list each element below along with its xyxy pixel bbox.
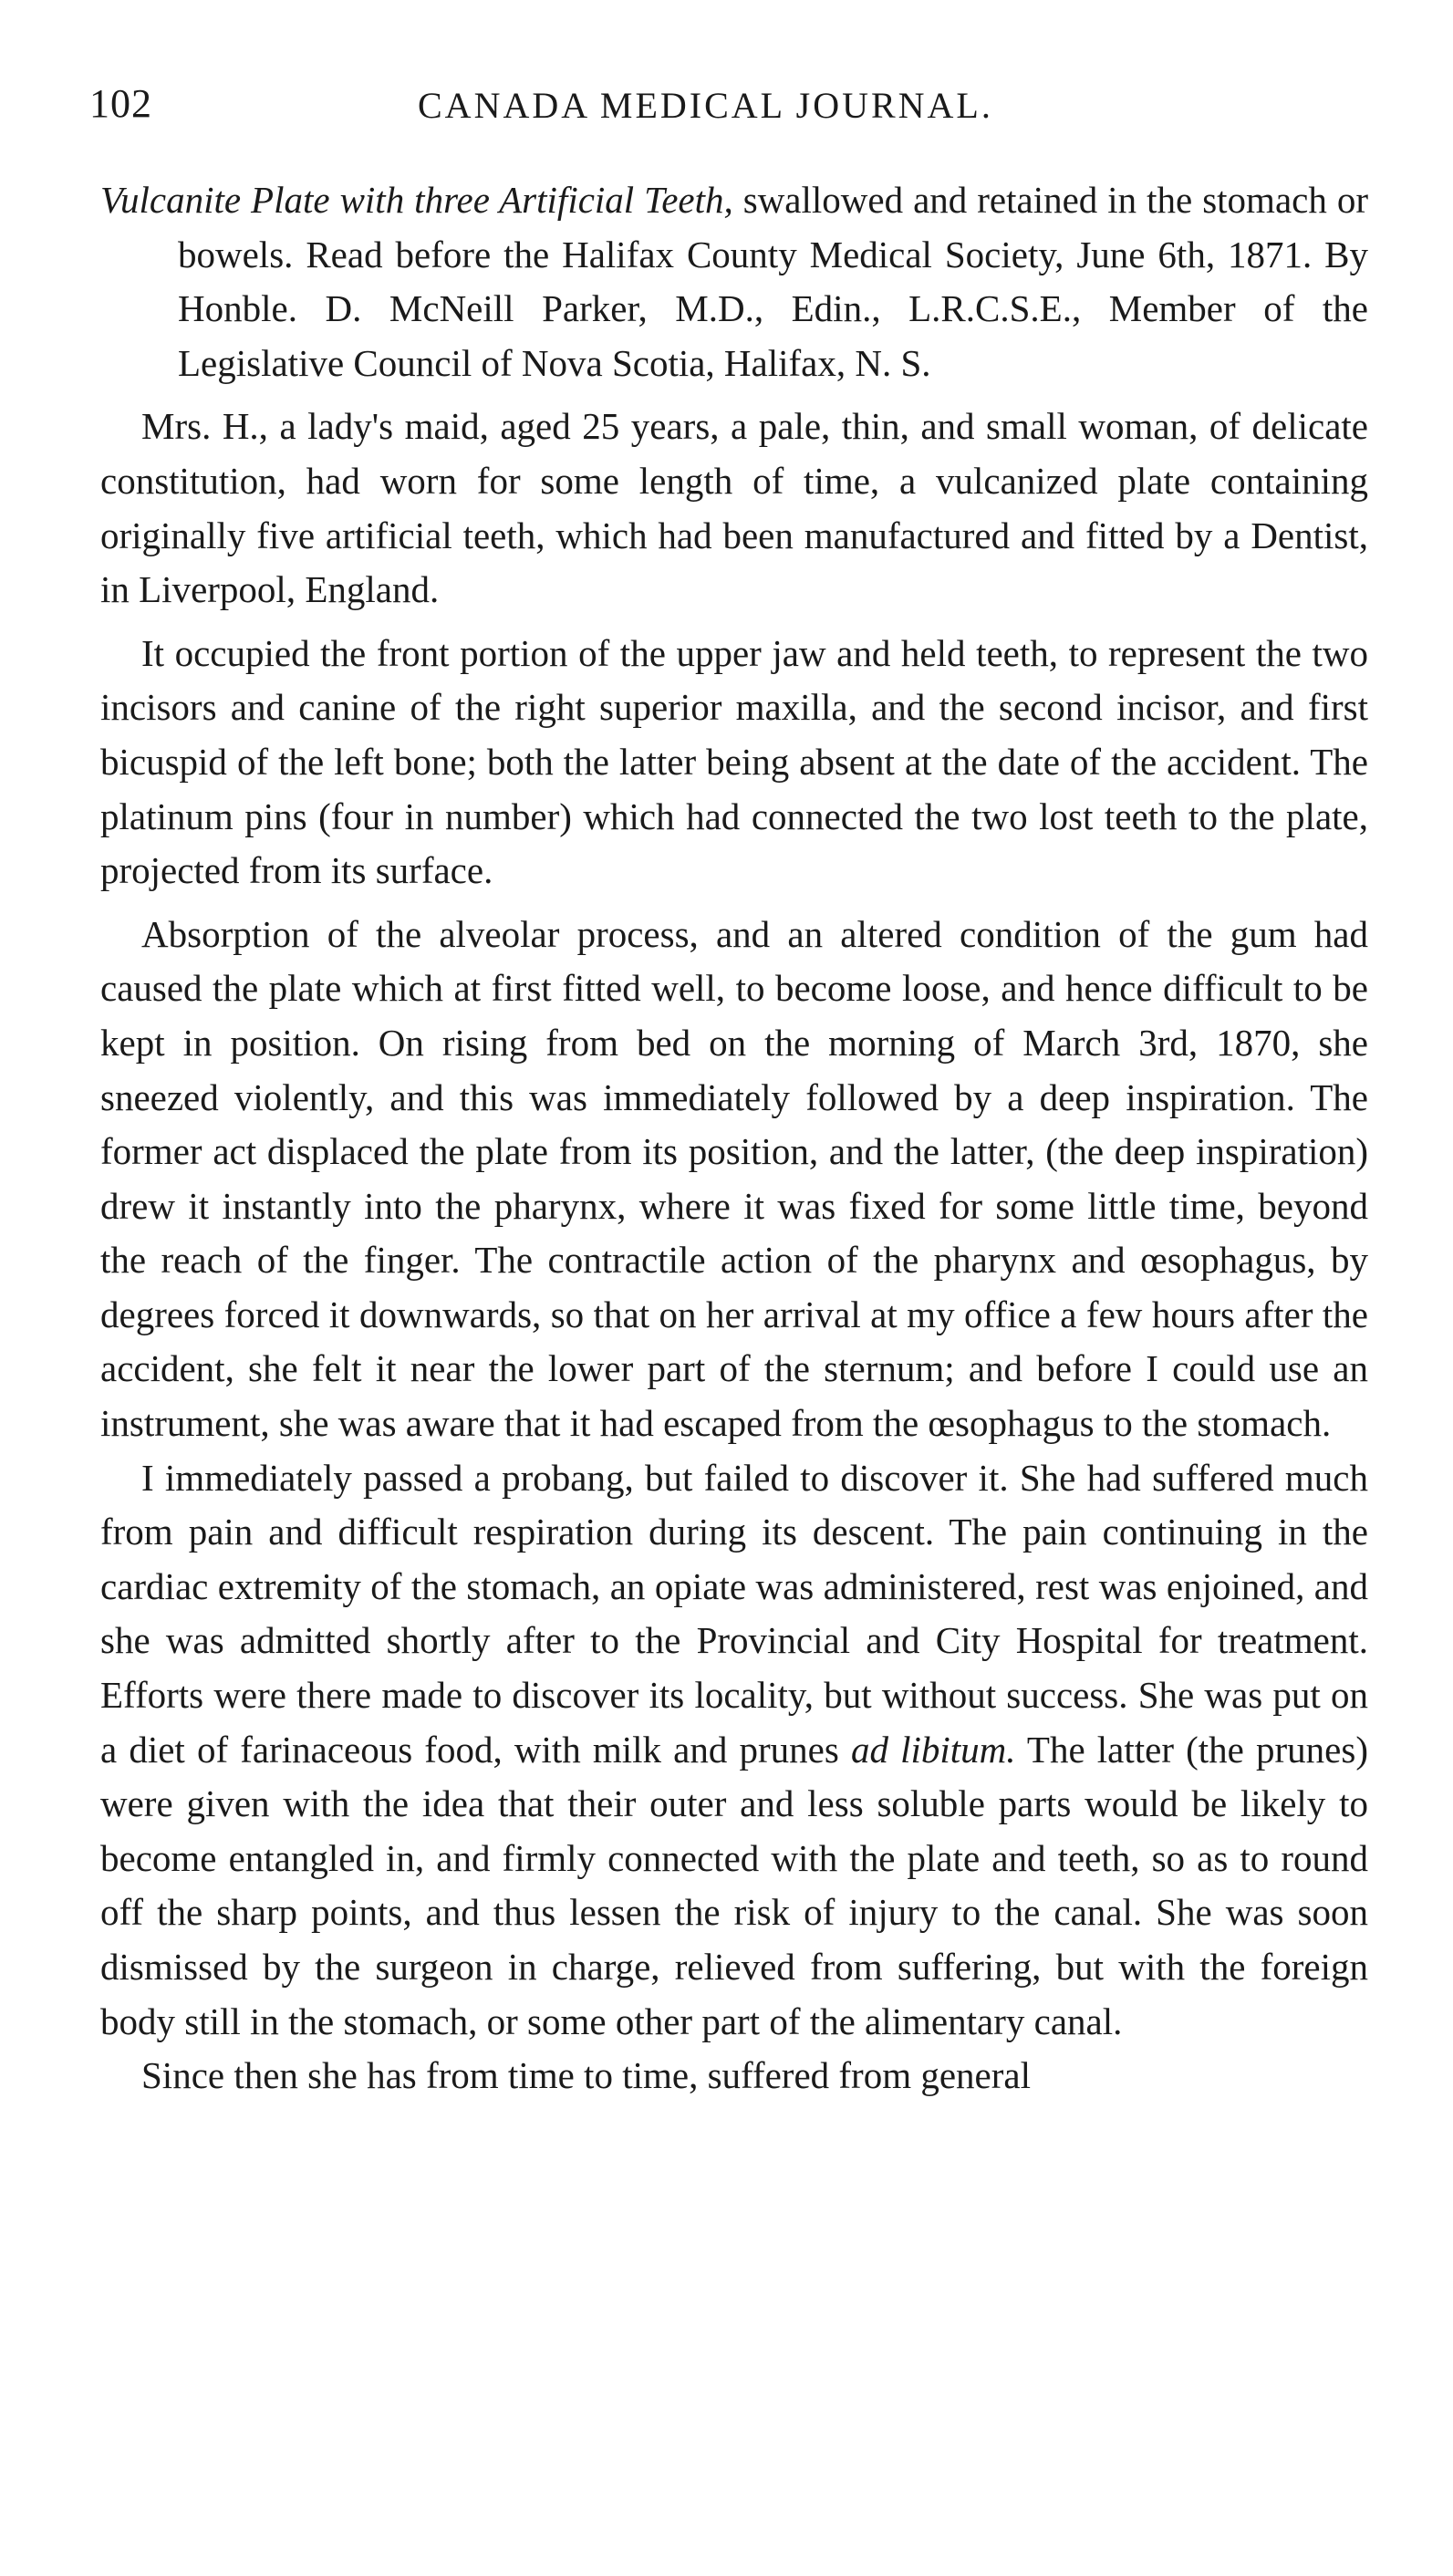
- article-body: [100, 173, 1368, 2103]
- running-head: CANADA MEDICAL JOURNAL.: [418, 85, 993, 126]
- paragraph-5: Since then she has from time to time, suffered from general: [141, 2054, 1031, 2097]
- article-title-rest: swallowed and retained in the stomach or bowels. Read before the Halifax County Medical Society, June 6th, 1871. By Honble. D. McNeill Parker, M.D., Edin., L.R.C.S.E., Member of the Legislative Council of Nova Scotia, Halifax, N. S.: [178, 179, 1368, 384]
- article-title: [100, 173, 1368, 390]
- paragraph-3: Absorption of the alveolar process, and an altered condition of the gum had caused the plate which at first fitted well, to become loose, and hence difficult to be kept in position. On rising from bed on the morning of March 3rd, 1870, she sneezed violently, and this was immediately followed by a deep inspiration. The former act displaced the plate from its position, and the latter, (the deep inspiration) drew it instantly into the pharynx, where it was fixed for some little time, beyond the reach of the finger. The contractile action of the pharynx and œsophagus, by degrees forced it downwards, so that on her arrival at my office a few hours after the accident, she felt it near the lower part of the sternum; and before I could use an instrument, she was aware that it had escaped from the œsophagus to the stomach.: [100, 912, 1368, 1445]
- paragraph-1: Mrs. H., a lady's maid, aged 25 years, a pale, thin, and small woman, of delicate constitution, had worn for some length of time, a vulcanized plate containing originally five artificial teeth, which had been manufactured and fitted by a Dentist, in Liverpool, England.: [100, 405, 1368, 611]
- paragraph-4-part-b: The latter (the prunes) were given with the idea that their outer and less soluble parts would be likely to become entangled in, and firmly connected with the plate and teeth, so as to round off the sharp points, and thus lessen the risk of injury to the canal. She was soon dismissed by the surgeon in charge, relieved from suffering, but with the foreign body still in the stomach, or some other part of the alimentary canal.: [100, 1728, 1368, 2042]
- page-number: 102: [89, 81, 152, 126]
- paragraph-4-part-a: I immediately passed a probang, but failed to discover it. She had suffered much from pain and difficult respiration during its descent. The pain continuing in the cardiac extremity of the stomach, an opiate was administered, rest was enjoined, and she was admitted shortly after to the Provincial and City Hospital for treatment. Efforts were there made to discover its locality, but without success. She was put on a diet of farinaceous food, with milk and prunes: [100, 1456, 1368, 1771]
- paragraph-4-italic: ad libitum.: [850, 1728, 1016, 1771]
- article-title-italic: Vulcanite Plate with three Artificial Teeth,: [100, 179, 733, 221]
- paragraph-4: [100, 1451, 1368, 2050]
- page-header: [89, 80, 1385, 135]
- paragraph-2: It occupied the front portion of the upper jaw and held teeth, to represent the two incisors and canine of the right superior maxilla, and the second incisor, and first bicuspid of the left bone; both the latter being absent at the date of the accident. The platinum pins (four in number) which had connected the two lost teeth to the plate, projected from its surface.: [100, 631, 1368, 892]
